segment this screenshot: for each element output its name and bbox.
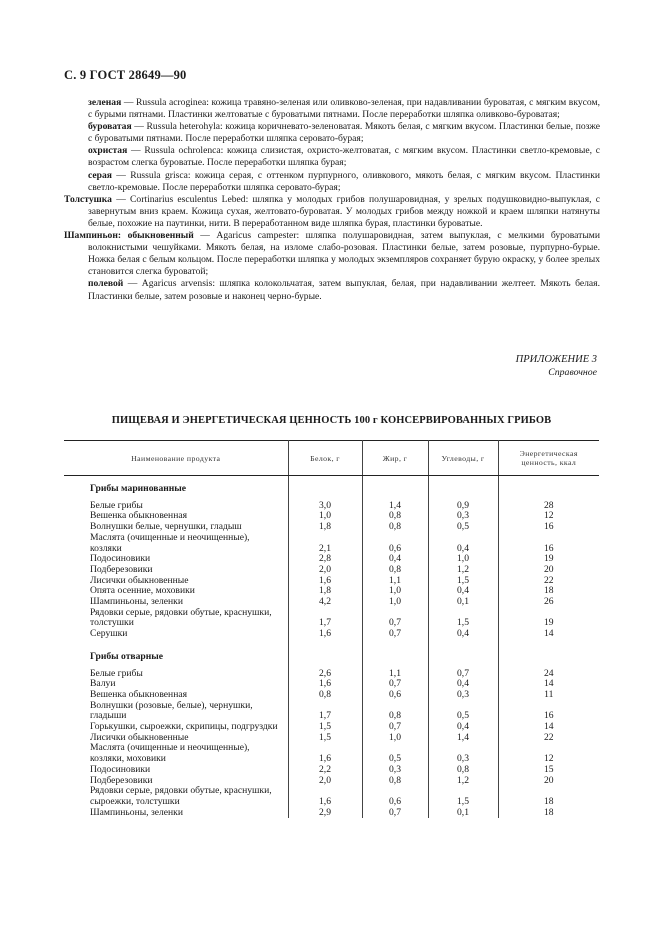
- product-name-cell: Рядовки серые, рядовки обутые, краснушки, сыроежки, толстушки: [64, 786, 288, 807]
- fat-cell: 0,6: [362, 533, 428, 554]
- kcal-cell: 14: [543, 678, 554, 690]
- appendix-subtitle: Справочное: [548, 367, 597, 378]
- carbs-cell: 0,3: [428, 743, 498, 764]
- protein-cell: 2,6: [288, 669, 362, 680]
- protein-cell: 2,1: [288, 533, 362, 554]
- product-name-cell: Лисички обыкновенные: [64, 576, 288, 587]
- kcal-cell: 16: [543, 710, 554, 722]
- table-row: [64, 786, 599, 807]
- table-row: [64, 629, 599, 640]
- column-header-fat: Жир, г: [362, 441, 428, 476]
- fat-cell: 0,3: [362, 765, 428, 776]
- product-name-cell: Подосиновики: [64, 765, 288, 776]
- carbs-cell: 1,5: [428, 786, 498, 807]
- fat-cell: 1,0: [362, 733, 428, 744]
- fat-cell: 0,4: [362, 554, 428, 565]
- section-title: Грибы маринованные: [64, 484, 288, 501]
- table-row: [64, 608, 599, 629]
- column-header-name: Наименование продукта: [64, 441, 288, 476]
- definitions-block: [64, 97, 600, 303]
- fat-cell: 0,8: [362, 511, 428, 522]
- protein-cell: 1,7: [288, 608, 362, 629]
- carbs-cell: 0,8: [428, 765, 498, 776]
- page-header: С. 9 ГОСТ 28649—90: [64, 68, 187, 82]
- product-name-cell: Подберезовики: [64, 565, 288, 576]
- product-name-cell: Серушки: [64, 629, 288, 640]
- table-body: [64, 476, 599, 819]
- definition-term: серая: [88, 169, 112, 181]
- protein-cell: 1,5: [288, 733, 362, 744]
- table-row: [64, 765, 599, 776]
- product-name-cell: Шампиньоны, зеленки: [64, 808, 288, 819]
- definition-text: — Cortinarius esculentus Lebed: шляпка у молодых грибов полушаровидная, у зрелых подушковидно-выпуклая, с завернутым вниз краем. Кожица сухая, желтовато-буроватая. У молодых грибов между ножкой и краем шляпки натянуты белые, похожие на паутинки, нити. В переработанном виде шляпка бурая, пластинки буроватые.: [88, 193, 600, 229]
- fat-cell: 1,0: [362, 597, 428, 608]
- fat-cell: 0,7: [362, 629, 428, 640]
- product-name-cell: Шампиньоны, зеленки: [64, 597, 288, 608]
- fat-cell: 1,1: [362, 669, 428, 680]
- fat-cell: 1,1: [362, 576, 428, 587]
- carbs-cell: 0,1: [428, 808, 498, 819]
- kcal-cell: 22: [543, 574, 554, 586]
- fat-cell: 0,6: [362, 786, 428, 807]
- section-header-row: [64, 652, 599, 669]
- carbs-cell: 0,4: [428, 679, 498, 690]
- kcal-cell: 24: [543, 667, 554, 679]
- kcal-cell: 19: [543, 553, 554, 565]
- table-header-row: [64, 441, 599, 476]
- protein-cell: 1,6: [288, 576, 362, 587]
- product-name-cell: Подберезовики: [64, 776, 288, 787]
- section-title: Грибы отварные: [64, 652, 288, 669]
- definition-paragraph: [64, 121, 600, 145]
- column-header-kcal: Энергетическая ценность, ккал: [498, 441, 599, 476]
- kcal-cell: 16: [543, 521, 554, 533]
- kcal-cell: 12: [543, 753, 554, 765]
- kcal-cell: 11: [544, 688, 554, 700]
- carbs-cell: 1,4: [428, 733, 498, 744]
- carbs-cell: 1,0: [428, 554, 498, 565]
- carbs-cell: 1,5: [428, 576, 498, 587]
- kcal-cell: 14: [543, 721, 554, 733]
- carbs-cell: 0,4: [428, 629, 498, 640]
- fat-cell: 1,0: [362, 586, 428, 597]
- protein-cell: 2,0: [288, 565, 362, 576]
- fat-cell: 0,8: [362, 565, 428, 576]
- definition-term: зеленая: [88, 97, 122, 108]
- carbs-cell: 0,4: [428, 722, 498, 733]
- carbs-cell: 0,5: [428, 701, 498, 722]
- product-name-cell: Маслята (очищенные и неочищенные), козляки, моховики: [64, 743, 288, 764]
- nutrition-table: [64, 440, 599, 818]
- protein-cell: 1,6: [288, 743, 362, 764]
- protein-cell: 2,0: [288, 776, 362, 787]
- product-name-cell: Белые грибы: [64, 669, 288, 680]
- fat-cell: 0,7: [362, 722, 428, 733]
- protein-cell: 1,8: [288, 522, 362, 533]
- product-name-cell: Лисички обыкновенные: [64, 733, 288, 744]
- definition-text: — Russula ochrolenca: кожица слизистая, охристо-желтоватая, с мягким вкусом. Пластинки светло-кремовые, с возрастом слегка буроватые. После переработки шляпка бурая;: [88, 145, 600, 169]
- carbs-cell: 0,4: [428, 533, 498, 554]
- protein-cell: 2,2: [288, 765, 362, 776]
- product-name-cell: Волнушки (розовые, белые), чернушки, гладыши: [64, 701, 288, 722]
- protein-cell: 1,6: [288, 786, 362, 807]
- definition-paragraph: [64, 97, 600, 121]
- protein-cell: 3,0: [288, 501, 362, 512]
- definition-paragraph: [64, 145, 600, 169]
- protein-cell: 2,8: [288, 554, 362, 565]
- table-row: [64, 669, 599, 680]
- kcal-cell: 18: [543, 806, 554, 818]
- definition-term: Шампиньон: обыкновенный: [64, 230, 194, 242]
- carbs-cell: 1,2: [428, 565, 498, 576]
- kcal-cell: 12: [543, 510, 554, 522]
- carbs-cell: 1,2: [428, 776, 498, 787]
- kcal-cell: 20: [543, 563, 554, 575]
- product-name-cell: Валуи: [64, 679, 288, 690]
- definition-term: охристая: [88, 145, 128, 157]
- appendix-title: ПРИЛОЖЕНИЕ 3: [515, 354, 597, 365]
- product-name-cell: Подосиновики: [64, 554, 288, 565]
- table-row: [64, 743, 599, 764]
- protein-cell: 1,6: [288, 679, 362, 690]
- fat-cell: 0,7: [362, 808, 428, 819]
- table-row: [64, 808, 599, 819]
- product-name-cell: Опята осенние, моховики: [64, 586, 288, 597]
- fat-cell: 0,8: [362, 776, 428, 787]
- fat-cell: 0,6: [362, 690, 428, 701]
- definition-term: полевой: [88, 278, 124, 290]
- kcal-cell: 22: [543, 731, 554, 743]
- protein-cell: 2,9: [288, 808, 362, 819]
- kcal-cell: 28: [543, 499, 554, 511]
- protein-cell: 1,6: [288, 629, 362, 640]
- product-name-cell: Маслята (очищенные и неочищенные), козляки: [64, 533, 288, 554]
- kcal-cell: 14: [543, 628, 554, 640]
- carbs-cell: 0,3: [428, 511, 498, 522]
- carbs-cell: 0,1: [428, 597, 498, 608]
- column-header-protein: Белок, г: [288, 441, 362, 476]
- kcal-cell: 26: [543, 596, 554, 608]
- kcal-cell: 18: [543, 585, 554, 597]
- definition-text: — Agaricus arvensis: шляпка колокольчатая, затем выпуклая, белая, при надавливании желтеет. Мякоть белая. Пластинки белые, затем розовые и наконец черно-бурые.: [88, 278, 600, 302]
- kcal-cell: 18: [543, 795, 554, 807]
- protein-cell: 1,0: [288, 511, 362, 522]
- protein-cell: 1,8: [288, 586, 362, 597]
- table-row: [64, 701, 599, 722]
- carbs-cell: 0,4: [428, 586, 498, 597]
- table-row: [64, 533, 599, 554]
- fat-cell: 0,8: [362, 701, 428, 722]
- fat-cell: 0,5: [362, 743, 428, 764]
- definition-paragraph: [64, 278, 600, 302]
- protein-cell: 4,2: [288, 597, 362, 608]
- protein-cell: 1,5: [288, 722, 362, 733]
- carbs-cell: 0,5: [428, 522, 498, 533]
- fat-cell: 0,7: [362, 679, 428, 690]
- fat-cell: 0,7: [362, 608, 428, 629]
- definition-paragraph: [64, 170, 600, 194]
- carbs-cell: 0,9: [428, 501, 498, 512]
- definition-paragraph: [64, 230, 600, 278]
- definition-term: Толстушка: [64, 193, 112, 205]
- product-name-cell: Вешенка обыкновенная: [64, 690, 288, 701]
- kcal-cell: 20: [543, 774, 554, 786]
- protein-cell: 0,8: [288, 690, 362, 701]
- protein-cell: 1,7: [288, 701, 362, 722]
- fat-cell: 1,4: [362, 501, 428, 512]
- column-header-carbs: Углеводы, г: [428, 441, 498, 476]
- product-name-cell: Белые грибы: [64, 501, 288, 512]
- definition-term: буроватая: [88, 121, 132, 133]
- definition-text: — Russula grisca: кожица серая, с оттенком пурпурного, оливкового, мякоть белая, с мягким вкусом. Пластинки светло-кремовые. После переработки шляпка серовато-бурая;: [88, 169, 600, 193]
- table-title: ПИЩЕВАЯ И ЭНЕРГЕТИЧЕСКАЯ ЦЕННОСТЬ 100 г КОНСЕРВИРОВАННЫХ ГРИБОВ: [111, 415, 552, 426]
- product-name-cell: Вешенка обыкновенная: [64, 511, 288, 522]
- definition-paragraph: [64, 194, 600, 230]
- kcal-cell: 15: [543, 763, 554, 775]
- product-name-cell: Волнушки белые, чернушки, гладыш: [64, 522, 288, 533]
- definition-text: — Agaricus campester: шляпка полушаровидная, затем выпуклая, с мелкими буроватыми волокнистыми чешуйками. Мякоть белая, на изломе слабо-розовая. Пластинки белые, затем розовые, пурпурно-бурые. Ножка белая с белым кольцом. После переработки шляпка у молодых экземпляров сохраняет бурую окраску, у более зрелых становится слегка буроватой;: [88, 230, 600, 278]
- product-name-cell: Рядовки серые, рядовки обутые, краснушки, толстушки: [64, 608, 288, 629]
- section-header-row: [64, 484, 599, 501]
- definition-text: — Russula heterohyla: кожица коричневато-зеленоватая. Мякоть белая, с мягким вкусом. Пластинки белые, позже с буроватыми пятнами. После переработки шляпка серовато-бурая;: [88, 121, 600, 145]
- fat-cell: 0,8: [362, 522, 428, 533]
- carbs-cell: 0,3: [428, 690, 498, 701]
- appendix-label: [516, 353, 597, 379]
- definition-text: — Russula acrоginea: кожица травяно-зеленая или оливково-зеленая, при надавливании буроватая, с мягким вкусом, с бурыми пятнами. Пластинки желтоватые с буроватыми пятнами. После переработки шляпка оливково-буроватая;: [88, 97, 600, 121]
- kcal-cell: 16: [543, 542, 554, 554]
- carbs-cell: 0,7: [428, 669, 498, 680]
- carbs-cell: 1,5: [428, 608, 498, 629]
- kcal-cell: 19: [543, 617, 554, 629]
- product-name-cell: Горькушки, сыроежки, скрипицы, подгруздки: [64, 722, 288, 733]
